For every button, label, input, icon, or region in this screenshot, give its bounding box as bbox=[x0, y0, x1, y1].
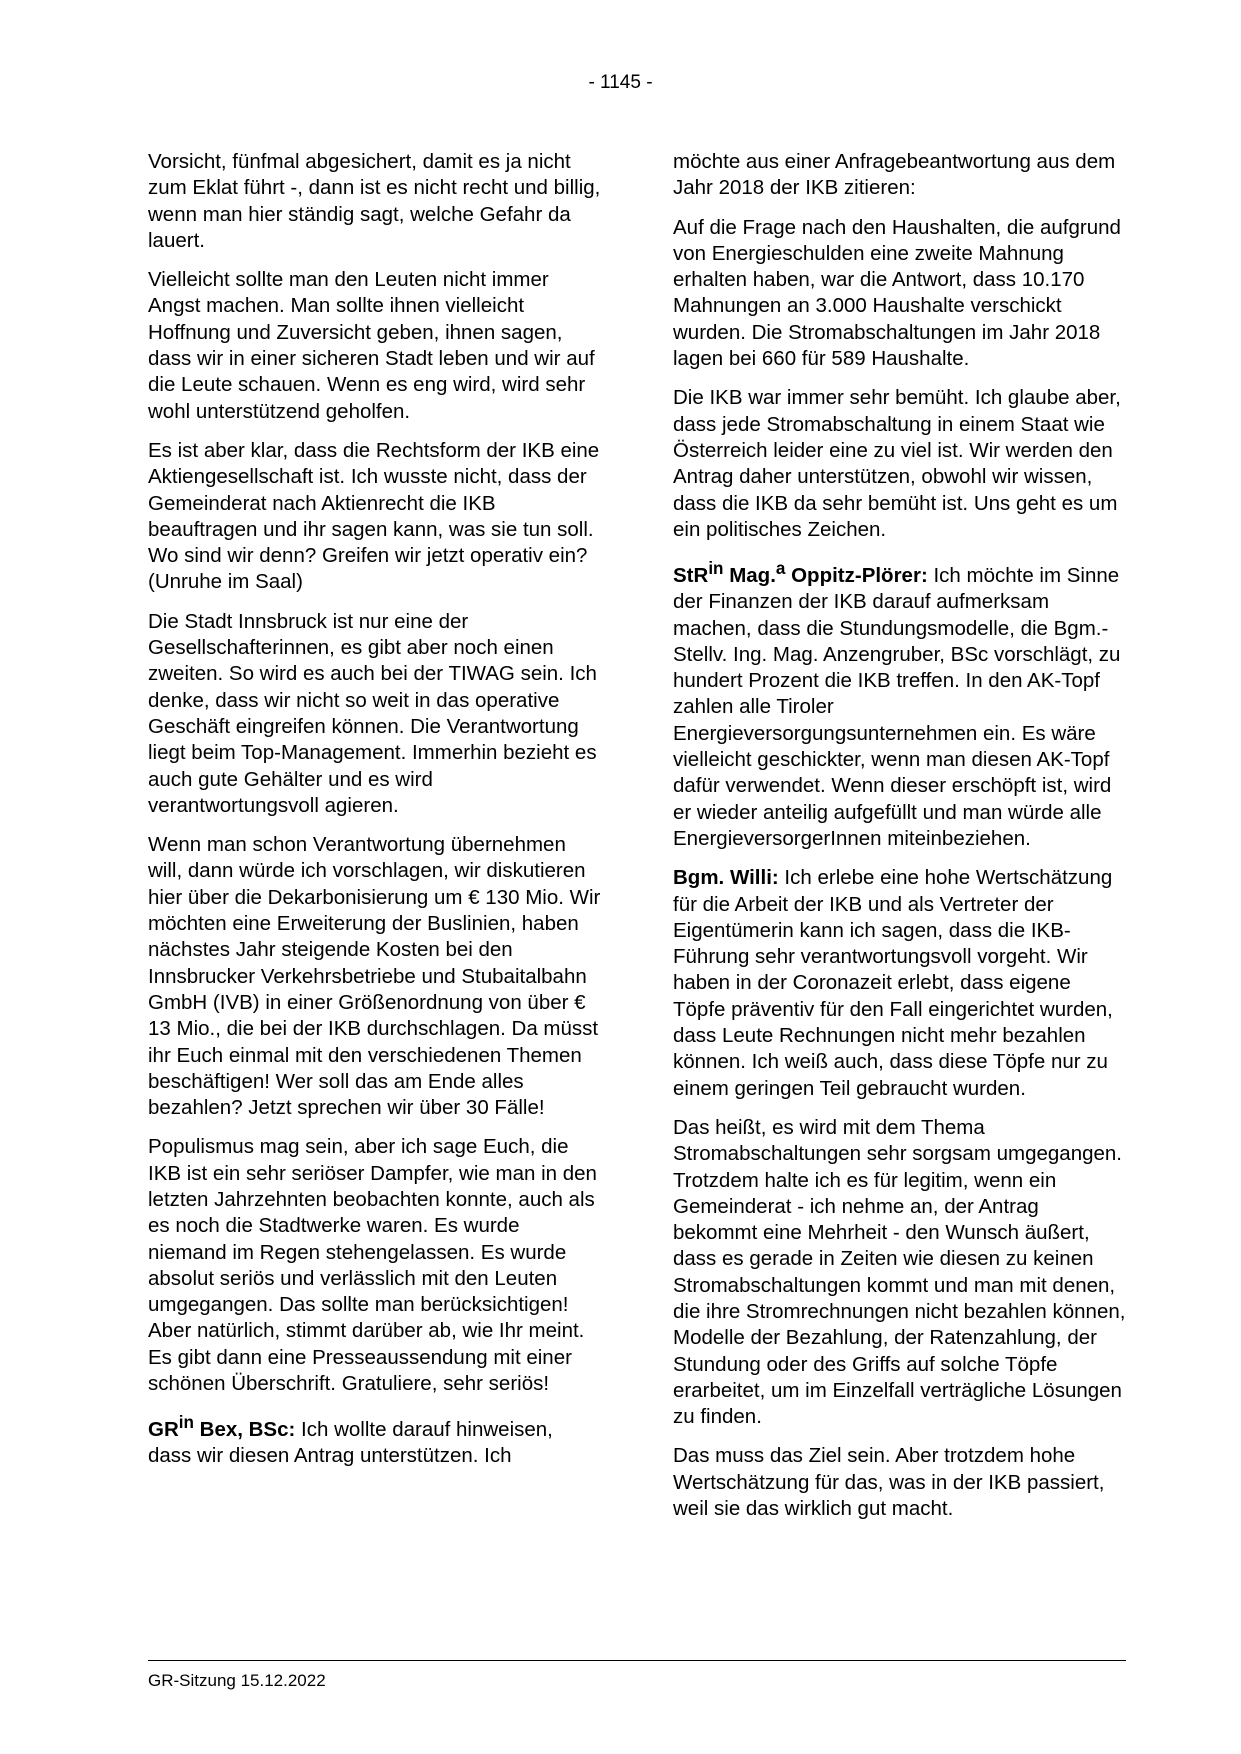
speech-text: Ich wollte darauf hinweisen, dass wir diesen Antrag unterstützen. Ich bbox=[148, 1418, 553, 1468]
speaker-name: Bgm. Willi: bbox=[673, 866, 779, 890]
paragraph: Das muss das Ziel sein. Aber trotzdem hohe Wertschätzung für das, was in der IKB passiert, weil sie das wirklich gut macht. bbox=[673, 1444, 1105, 1521]
footer-session: GR-Sitzung 15.12.2022 bbox=[148, 1671, 326, 1690]
paragraph: Es ist aber klar, dass die Rechtsform der IKB eine Aktiengesellschaft ist. Ich wusste nicht, dass der Gemeinderat nach Aktienrecht die IKB beauftragen und ihr sagen kann, was sie tun soll. Wo sind wir denn? Greifen wir jetzt operativ ein? (Unruhe im Saal) bbox=[148, 438, 600, 594]
footer-divider bbox=[148, 1660, 1126, 1661]
speech-text: Ich möchte im Sinne der Finanzen der IKB darauf aufmerksam machen, dass die Stundungsmodelle, die Bgm.-Stellv. Ing. Mag. Anzengruber, BSc vorschlägt, zu hundert Prozent die IKB treffen. In den AK-Topf zahlen alle Tiroler Energieversorgungsunternehmen ein. Es wäre vielleicht geschickter, wenn man diesen AK-Topf dafür verwendet. Wenn dieser erschöpft ist, wird er wieder anteilig aufgefüllt und man würde alle EnergieversorgerInnen miteinbeziehen. bbox=[673, 563, 1121, 850]
speech-oppitz bbox=[673, 556, 1126, 852]
left-column bbox=[148, 149, 601, 1483]
paragraph: möchte aus einer Anfragebeantwortung aus dem Jahr 2018 der IKB zitieren: bbox=[673, 150, 1116, 200]
speech-bex bbox=[148, 1410, 601, 1469]
paragraph: Populismus mag sein, aber ich sage Euch, die IKB ist ein sehr seriöser Dampfer, wie man in den letzten Jahrzehnten beobachten konnte, auch als es noch die Stadtwerke waren. Es wurde niemand im Regen stehengelassen. Es wurde absolut seriös und verlässlich mit den Leuten umgegangen. Das sollte man berücksichtigen! Aber natürlich, stimmt darüber ab, wie Ihr meint. Es gibt dann eine Presseaussendung mit einer schönen Überschrift. Gratuliere, sehr seriös! bbox=[148, 1135, 597, 1396]
speaker-name: $GR^{in}$ Bex, BSc: bbox=[148, 1413, 296, 1442]
paragraph: Wenn man schon Verantwortung übernehmen will, dann würde ich vorschlagen, wir diskutieren hier über die Dekarbonisierung um € 130 Mio. Wir möchten eine Erweiterung der Buslinien, haben nächstes Jahr steigende Kosten bei den Innsbrucker Verkehrsbetriebe und Stubaitalbahn GmbH (IVB) in einer Größenordnung von über € 13 Mio., die bei der IKB durchschlagen. Da müsst ihr Euch einmal mit den verschiedenen Themen beschäftigen! Wer soll das am Ende alles bezahlen? Jetzt sprechen wir über 30 Fälle! bbox=[148, 833, 601, 1120]
paragraph: Die Stadt Innsbruck ist nur eine der Gesellschafterinnen, es gibt aber noch einen zweiten. So wird es auch bei der TIWAG sein. Ich denke, dass wir nicht so weit in das operative Geschäft eingreifen können. Die Verantwortung liegt beim Top-Management. Immerhin bezieht es auch gute Gehälter und es wird verantwortungsvoll agieren. bbox=[148, 609, 597, 817]
speech-willi bbox=[673, 865, 1126, 1102]
speaker-name: StR$^{in}$ Mag.$^a$ Oppitz-Plörer: bbox=[673, 559, 928, 587]
speech-text: Ich erlebe eine hohe Wertschätzung für die Arbeit der IKB und als Vertreter der Eigentümerin kann ich sagen, dass die IKB-Führung sehr verantwortungsvoll vorgeht. Wir haben in der Coronazeit erlebt, dass eigene Töpfe präventiv für den Fall eingerichtet wurden, dass Leute Rechnungen nicht mehr bezahlen können. Ich weiß auch, dass diese Töpfe nur zu einem geringen Teil gebraucht wurden. bbox=[673, 866, 1113, 1100]
paragraph: Vorsicht, fünfmal abgesichert, damit es ja nicht zum Eklat führt -, dann ist es nicht recht und billig, wenn man hier ständig sagt, welche Gefahr da lauert. bbox=[148, 150, 601, 252]
paragraph: Das heißt, es wird mit dem Thema Stromabschaltungen sehr sorgsam umgegangen. Trotzdem halte ich es für legitim, wenn ein Gemeinderat - ich nehme an, der Antrag bekommt eine Mehrheit - den Wunsch äußert, dass es gerade in Zeiten wie diesen zu keinen Stromabschaltungen kommt und man mit denen, die ihre Stromrechnungen nicht bezahlen können, Modelle der Bezahlung, der Ratenzahlung, der Stundung oder des Griffs auf solche Töpfe erarbeitet, um im Einzelfall verträgliche Lösungen zu finden. bbox=[673, 1115, 1126, 1429]
page-number: - 1145 - bbox=[588, 72, 653, 93]
paragraph: Auf die Frage nach den Haushalten, die aufgrund von Energieschulden eine zweite Mahnung erhalten haben, war die Antwort, dass 10.170 Mahnungen an 3.000 Haushalte verschickt wurden. Die Stromabschaltungen im Jahr 2018 lagen bei 660 für 589 Haushalte. bbox=[673, 215, 1121, 371]
right-column bbox=[673, 149, 1126, 1535]
paragraph: Vielleicht sollte man den Leuten nicht immer Angst machen. Man sollte ihnen vielleicht Hoffnung und Zuversicht geben, ihnen sagen, dass wir in einer sicheren Stadt leben und wir auf die Leute schauen. Wenn es eng wird, wird sehr wohl unterstützend geholfen. bbox=[148, 268, 595, 423]
paragraph: Die IKB war immer sehr bemüht. Ich glaube aber, dass jede Stromabschaltung in einem Staat wie Österreich leider eine zu viel ist. Wir werden den Antrag daher unterstützen, obwohl wir wissen, dass die IKB da sehr bemüht ist. Uns geht es um ein politisches Zeichen. bbox=[673, 386, 1121, 541]
